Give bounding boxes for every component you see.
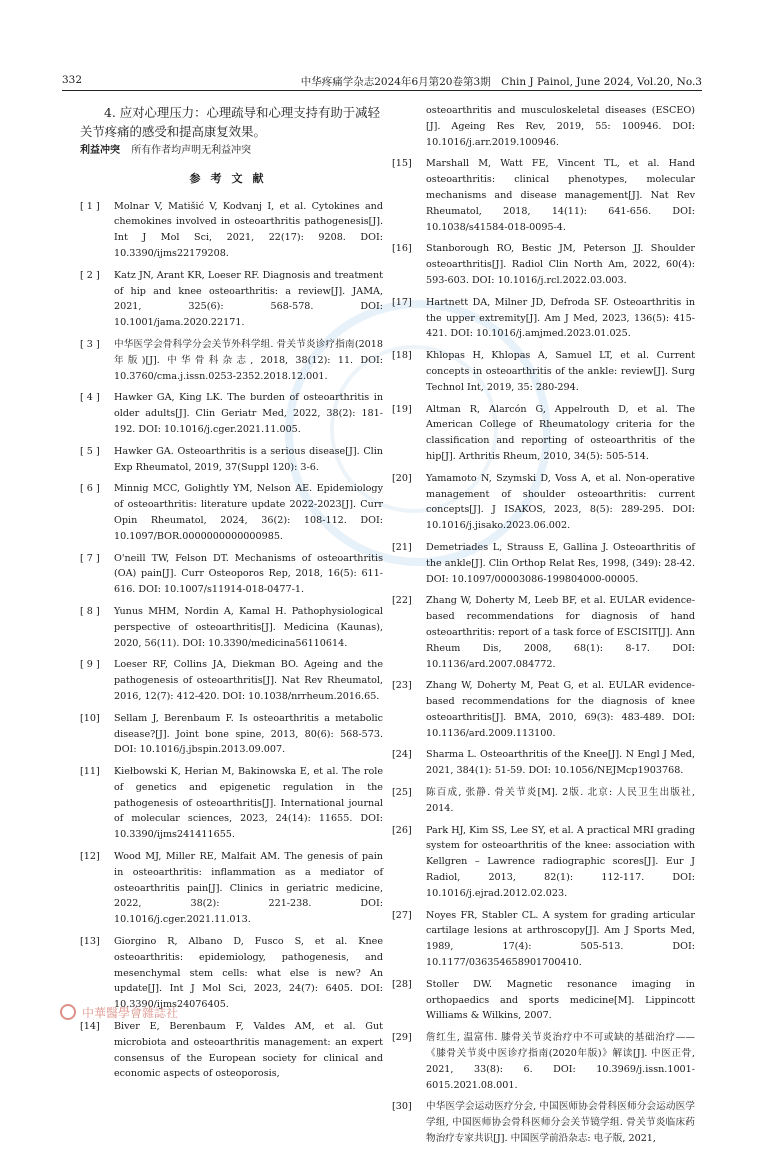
reference-text: 陈百成, 张静. 骨关节炎[M]. 2版. 北京: 人民卫生出版社, 2014.: [426, 787, 695, 814]
reference-item: [80, 934, 383, 1013]
publisher-logo-text: 中華醫學會雜誌社: [82, 1005, 179, 1020]
coi-label: 利益冲突: [80, 145, 120, 156]
reference-item: [80, 657, 383, 704]
reference-number: [ 7 ]: [80, 552, 100, 564]
reference-text: 中华医学会运动医疗分会, 中国医师协会骨科医师分会运动医学学组, 中国医师协会骨科医师分会关节镜学组. 骨关节炎临床药物治疗专家共识[J]. 中国医学前沿杂志: 电子版, 2021,: [426, 1101, 695, 1145]
reference-number: [20]: [392, 472, 412, 484]
reference-item: [392, 1099, 695, 1146]
reference-item: [392, 402, 695, 465]
reference-number: [10]: [80, 712, 100, 724]
reference-number: [11]: [80, 766, 100, 778]
right-column: [392, 103, 695, 1153]
reference-number: [21]: [392, 541, 412, 553]
reference-number: [18]: [392, 350, 412, 362]
reference-number: [19]: [392, 403, 412, 415]
reference-item: [80, 849, 383, 928]
reference-item: [80, 604, 383, 651]
reference-text: O'neill TW, Felson DT. Mechanisms of osteoarthritis (OA) pain[J]. Curr Osteoporos Rep, 2018, 16(5): 611-616. DOI: 10.1007/s11914-018-0477-1.: [114, 552, 383, 596]
reference-text: 中华医学会骨科学分会关节外科学组. 骨关节炎诊疗指南(2018年版)[J]. 中华骨科杂志, 2018, 38(12): 11. DOI: 10.3760/cma.j.issn.0253-2352.2018.12.001.: [114, 338, 383, 382]
reference-text: Giorgino R, Albano D, Fusco S, et al. Knee osteoarthritis: epidemiology, pathogenesis, and mesenchymal stem cells: what else is new? An update[J]. Int J Mol Sci, 2023, 24(7): 6405. DOI: 10.3390/ijms24076405.: [114, 936, 383, 1011]
reference-text: Demetriades L, Strauss E, Gallina J. Osteoarthritis of the ankle[J]. Clin Orthop Relat Res, 1998, (349): 28-42. DOI: 10.1097/00003086-199804000-00005.: [426, 541, 695, 585]
reference-number: [ 6 ]: [80, 483, 100, 495]
reference-item: [392, 348, 695, 395]
reference-number: [12]: [80, 851, 100, 863]
reference-text: Loeser RF, Collins JA, Diekman BO. Ageing and the pathogenesis of osteoarthritis[J]. Nat Rev Rheumatol, 2016, 12(7): 412-420. DOI: 10.1038/nrrheum.2016.65.: [114, 659, 383, 702]
reference-number: [14]: [80, 1021, 100, 1033]
reference-text: Kiełbowski K, Herian M, Bakinowska E, et al. The role of genetics and epigenetic regulation in the pathogenesis of osteoarthritis[J]. International journal of molecular sciences, 2023, 24(14): 11655. DOI: 10.3390/ijms241411655.: [114, 766, 383, 841]
reference-text: Yamamoto N, Szymski D, Voss A, et al. Non-operative management of shoulder osteoarthritis: current concepts[J]. J ISAKOS, 2023, 8(5): 289-295. DOI: 10.1016/j.jisako.2023.06.002.: [426, 472, 695, 532]
reference-text: Biver E, Berenbaum F, Valdes AM, et al. Gut microbiota and osteoarthritis management: an expert consensus of the European society for clinical and economic aspects of osteoporosis,: [114, 1021, 383, 1080]
reference-number: [17]: [392, 296, 412, 308]
reference-item: [392, 295, 695, 342]
reference-number: [ 4 ]: [80, 392, 100, 404]
reference-item: [80, 1019, 383, 1082]
left-column: [80, 103, 383, 1088]
page-number: 332: [62, 74, 83, 86]
reference-text: Hawker GA. Osteoarthritis is a serious disease[J]. Clin Exp Rheumatol, 2019, 37(Suppl 120): 3-6.: [114, 445, 383, 473]
reference-list-left: [80, 199, 383, 1083]
reference-number: [25]: [392, 787, 412, 799]
coi-text: 所有作者均声明无利益冲突: [131, 145, 252, 156]
conclusion-paragraph: 4. 应对心理压力：心理疏导和心理支持有助于减轻关节疼痛的感受和提高康复效果。: [80, 105, 380, 139]
reference-number: [16]: [392, 243, 412, 255]
reference-item: [392, 156, 695, 235]
reference-item: [392, 678, 695, 741]
reference-text: Stoller DW. Magnetic resonance imaging in orthopaedics and sports medicine[M]. Lippincott Williams & Wilkins, 2007.: [426, 978, 695, 1022]
reference-number: [392, 103, 426, 150]
reference-text: Zhang W, Doherty M, Peat G, et al. EULAR evidence-based recommendations for the diagnosis of knee osteoarthritis[J]. BMA, 2010, 69(3): 483-489. DOI: 10.1136/ard.2009.113100.: [426, 680, 695, 739]
reference-text: Marshall M, Watt FE, Vincent TL, et al. Hand osteoarthritis: clinical phenotypes, molecular mechanisms and disease management[J]. Nat Rev Rheumatol, 2018, 14(11): 641-656. DOI: 10.1038/s41584-018-0095-4.: [426, 158, 695, 233]
reference-item: [392, 908, 695, 971]
reference-text: Khlopas H, Khlopas A, Samuel LT, et al. Current concepts in osteoarthritis of the ankle: review[J]. Surg Technol Int, 2019, 35: 280-294.: [426, 350, 695, 393]
reference-item: [392, 471, 695, 534]
reference-number: [ 3 ]: [80, 338, 100, 350]
publisher-logo: [60, 1003, 178, 1021]
reference-number: [ 9 ]: [80, 659, 100, 671]
reference-text: Zhang W, Doherty M, Leeb BF, et al. EULAR evidence-based recommendations for diagnosis of hand osteoarthritis: report of a task force of ESCISIT[J]. Ann Rheum Dis, 2008, 68(1): 8-17. DOI: 10.1136/ard.2007.084772.: [426, 595, 695, 670]
reference-item: [80, 711, 383, 758]
reference-item: [392, 540, 695, 587]
reference-item: [392, 241, 695, 288]
reference-item: [392, 1030, 695, 1093]
reference-text: Katz JN, Arant KR, Loeser RF. Diagnosis and treatment of hip and knee osteoarthritis: a review[J]. JAMA, 2021, 325(6): 568-578. DOI: 10.1001/jama.2020.22171.: [114, 269, 383, 329]
reference-number: [30]: [392, 1101, 412, 1113]
reference-number: [ 1 ]: [80, 200, 100, 212]
reference-item: [80, 481, 383, 544]
reference-number: [27]: [392, 909, 412, 921]
reference-text: Wood MJ, Miller RE, Malfait AM. The genesis of pain in osteoarthritis: inflammation as a mediator of osteoarthritis pain[J]. Clinics in geriatric medicine, 2022, 38(2): 221-238. DOI: 10.1016/j.cger.2021.11.013.: [114, 851, 383, 926]
reference-number: [15]: [392, 158, 412, 170]
seal-icon: [60, 1004, 76, 1020]
reference-list-right: [392, 103, 695, 1147]
reference-item: [80, 268, 383, 331]
reference-item: [392, 593, 695, 672]
reference-text: Molnar V, Matišić V, Kodvanj I, et al. Cytokines and chemokines involved in osteoarthritis pathogenesis[J]. Int J Mol Sci, 2021, 22(17): 9208. DOI: 10.3390/ijms22179208.: [114, 200, 383, 259]
reference-item: [80, 390, 383, 437]
reference-number: [13]: [80, 936, 100, 948]
reference-text: Yunus MHM, Nordin A, Kamal H. Pathophysiological perspective of osteoarthritis[J]. Medicina (Kaunas), 2020, 56(11). DOI: 10.3390/medicina56110614.: [114, 605, 383, 649]
reference-text: 詹红生, 温富伟. 膝骨关节炎治疗中不可或缺的基础治疗——《膝骨关节炎中医诊疗指南(2020年版)》解读[J]. 中医正骨, 2021, 33(8): 6. DOI: 10.3969/j.issn.1001-6015.2021.08.001.: [426, 1032, 695, 1091]
references-heading: 参考文献: [189, 171, 274, 185]
reference-item: [80, 199, 383, 262]
reference-text: Hartnett DA, Milner JD, Defroda SF. Osteoarthritis in the upper extremity[J]. Am J Med, 2023, 136(5): 415-421. DOI: 10.1016/j.amjmed.2023.01.025.: [426, 296, 695, 340]
reference-number: [26]: [392, 824, 412, 836]
reference-text: Noyes FR, Stabler CL. A system for grading articular cartilage lesions at arthroscopy[J]. Am J Sports Med, 1989, 17(4): 505-513. DOI: 10.1177/036354658901700410.: [426, 909, 695, 969]
reference-item: [80, 337, 383, 384]
reference-text: Minnig MCC, Golightly YM, Nelson AE. Epidemiology of osteoarthritis: literature update 2022-2023[J]. Curr Opin Rheumatol, 2024, 36(2): 108-112. DOI: 10.1097/BOR.0000000000000985.: [114, 483, 383, 542]
reference-number: [29]: [392, 1032, 412, 1044]
reference-text: Park HJ, Kim SS, Lee SY, et al. A practical MRI grading system for osteoarthritis of the knee: association with Kellgren – Lawrence radiographic scores[J]. Eur J Radiol, 2013, 82(1): 112-117. DOI: 10.1016/j.ejrad.2012.02.023.: [426, 824, 695, 899]
reference-number: [23]: [392, 680, 412, 692]
reference-number: [ 2 ]: [80, 269, 100, 281]
reference-item: [80, 764, 383, 843]
reference-text: Sellam J, Berenbaum F. Is osteoarthritis a metabolic disease?[J]. Joint bone spine, 2013, 80(6): 568-573. DOI: 10.1016/j.jbspin.2013.09.007.: [114, 712, 383, 756]
reference-text: osteoarthritis and musculoskeletal diseases (ESCEO)[J]. Ageing Res Rev, 2019, 55: 100946. DOI: 10.1016/j.arr.2019.100946.: [426, 105, 695, 148]
conflict-of-interest: [80, 143, 383, 159]
reference-number: [28]: [392, 978, 412, 990]
reference-number: [24]: [392, 749, 412, 761]
reference-item: [392, 785, 695, 817]
reference-item: [392, 823, 695, 902]
reference-text: Sharma L. Osteoarthritis of the Knee[J]. N Engl J Med, 2021, 384(1): 51-59. DOI: 10.1056/NEJMcp1903768.: [426, 749, 695, 777]
reference-item: [392, 977, 695, 1024]
reference-number: [22]: [392, 595, 412, 607]
reference-number: [ 8 ]: [80, 605, 100, 617]
running-header: [62, 72, 702, 91]
reference-text: Altman R, Alarcón G, Appelrouth D, et al. The American College of Rheumatology criteria for the classification and reporting of osteoarthritis of the hip[J]. Arthritis Rheum, 2010, 34(5): 505-514.: [426, 403, 695, 462]
reference-text: Hawker GA, King LK. The burden of osteoarthritis in older adults[J]. Clin Geriatr Med, 2022, 38(2): 181-192. DOI: 10.1016/j.cger.2021.11.005.: [114, 392, 383, 435]
journal-citation: 中华疼痛学杂志2024年6月第20卷第3期 Chin J Painol, June 2024, Vol.20, No.3: [300, 76, 702, 88]
reference-item: [392, 103, 695, 150]
reference-text: Stanborough RO, Bestic JM, Peterson JJ. Shoulder osteoarthritis[J]. Radiol Clin North Am, 2022, 60(4): 593-603. DOI: 10.1016/j.rcl.2022.03.003.: [426, 243, 695, 286]
reference-item: [80, 551, 383, 598]
reference-number: [ 5 ]: [80, 445, 100, 457]
reference-item: [80, 444, 383, 476]
reference-item: [392, 747, 695, 779]
